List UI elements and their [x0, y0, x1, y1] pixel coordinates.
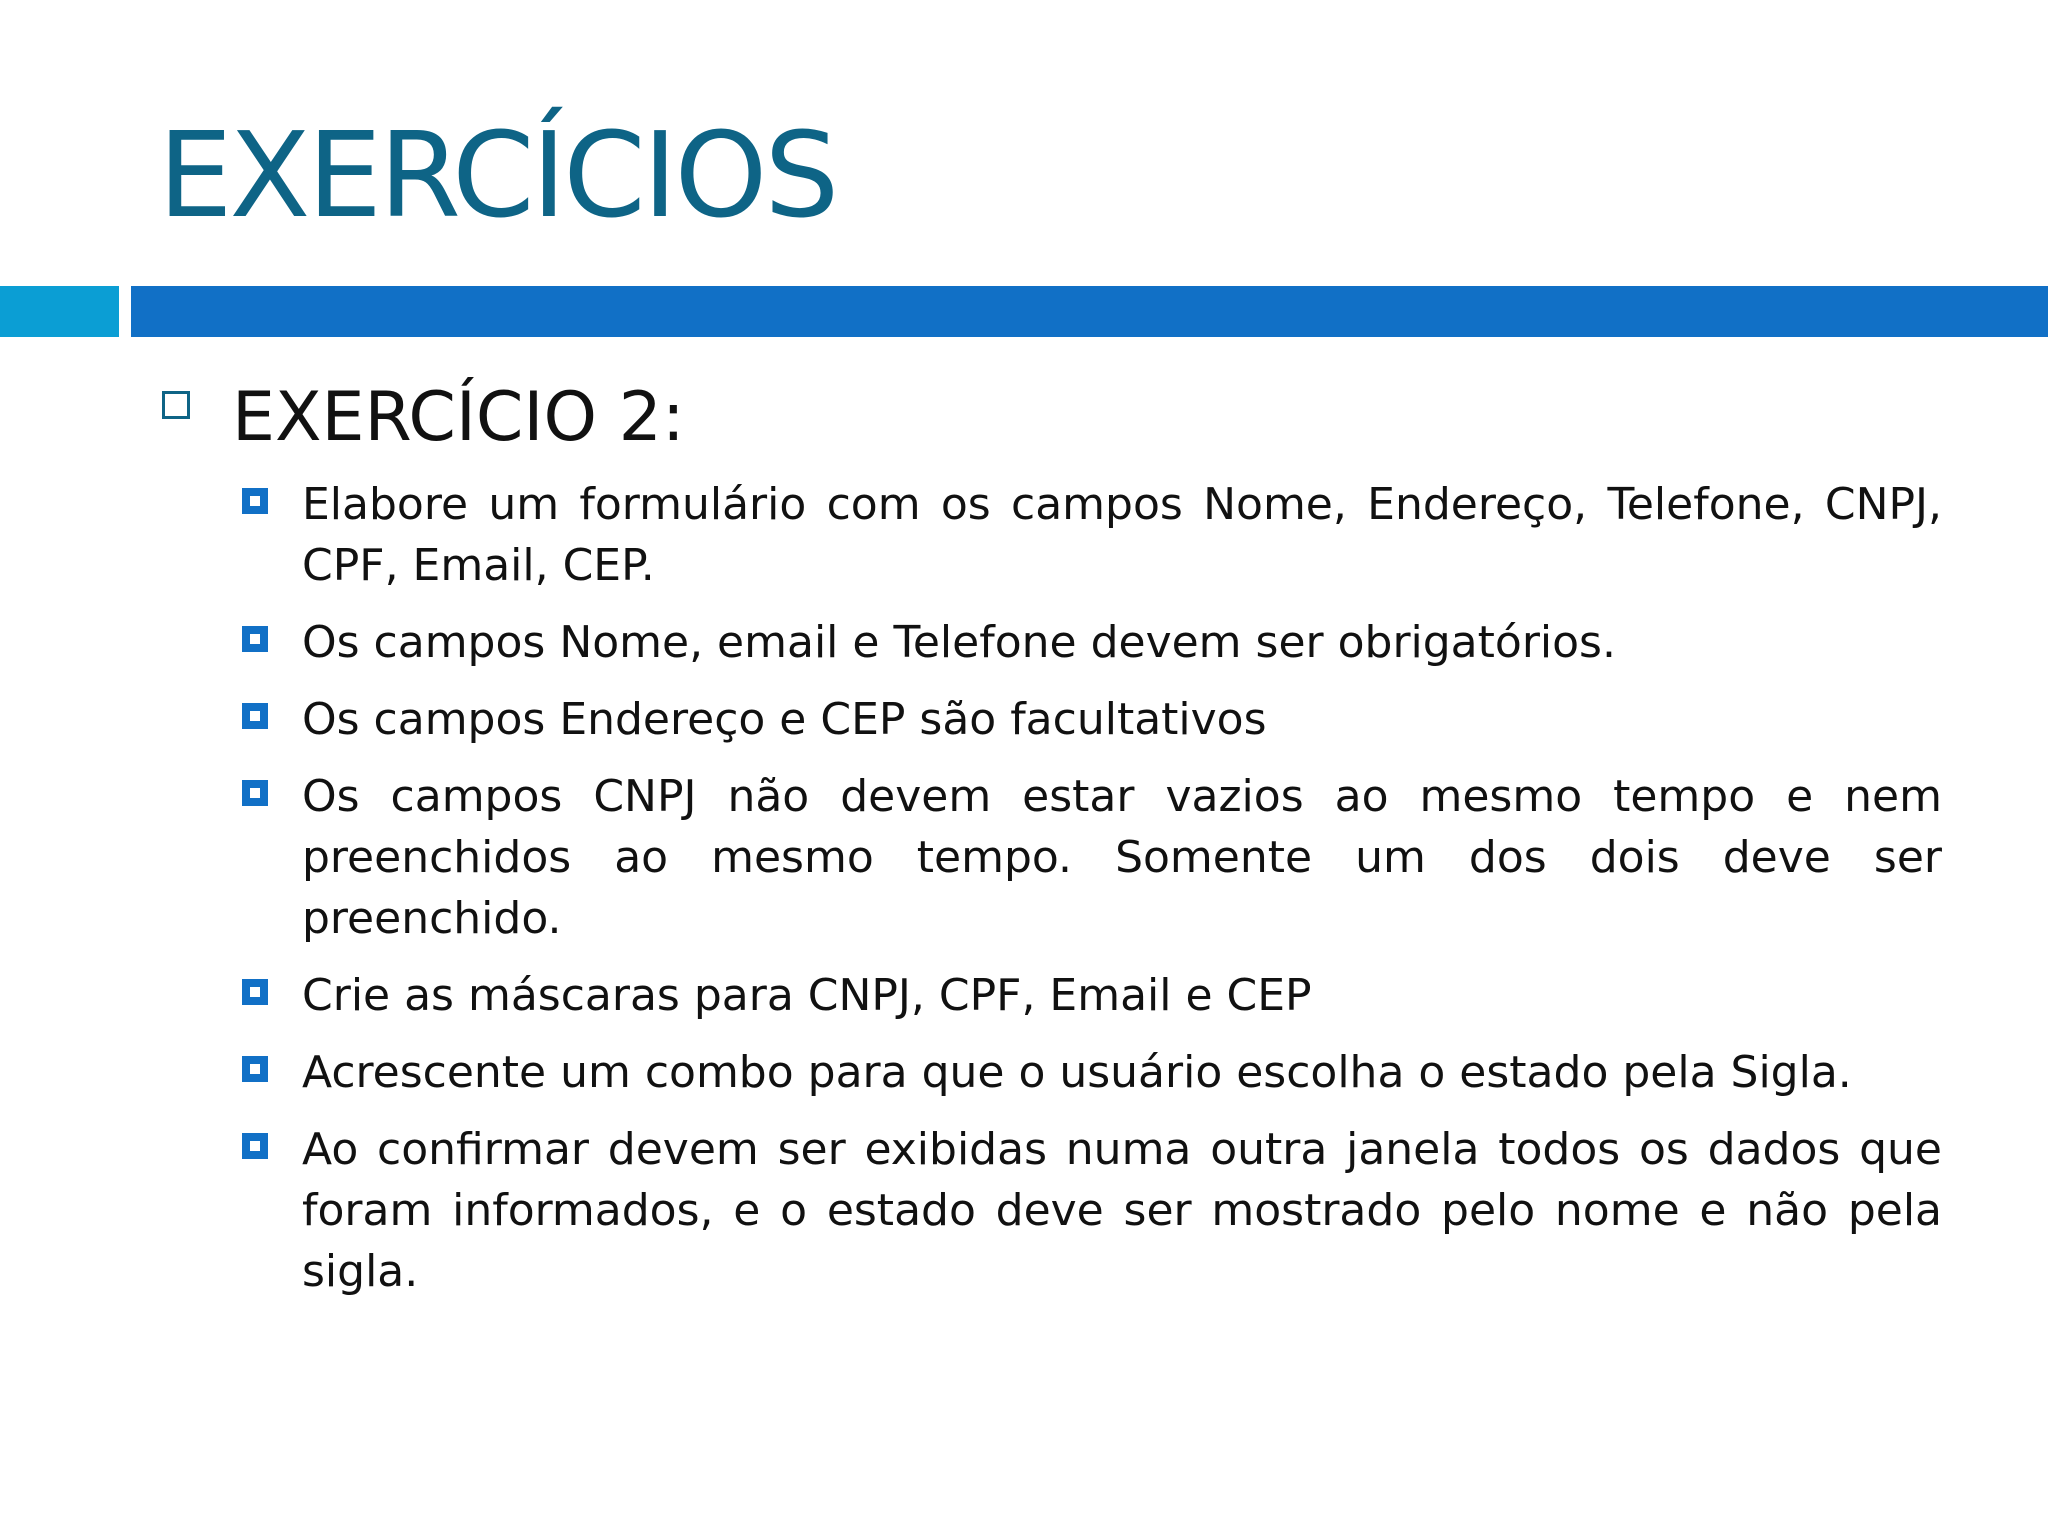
square-bullet-icon: [242, 1056, 268, 1082]
square-bullet-icon: [242, 780, 268, 806]
list-item-text: Os campos Nome, email e Telefone devem ser obrigatórios.: [302, 617, 1616, 668]
square-bullet-icon: [242, 626, 268, 652]
list-item: [242, 474, 1942, 596]
square-bullet-icon: [242, 703, 268, 729]
list-item-text: Crie as máscaras para CNPJ, CPF, Email e CEP: [302, 970, 1312, 1021]
list-item: [242, 965, 1942, 1026]
heading-bullet: [162, 370, 685, 466]
bullet-list: [242, 474, 1942, 1318]
list-item: [242, 612, 1942, 673]
slide-title: EXERCÍCIOS: [158, 106, 837, 244]
list-item-text: Ao confirmar devem ser exibidas numa outra janela todos os dados que foram informados, e o estado deve ser mostrado pelo nome e não pela sigla.: [302, 1124, 1942, 1297]
square-bullet-icon: [242, 979, 268, 1005]
square-bullet-icon: [242, 1133, 268, 1159]
title-band-accent: [0, 286, 119, 337]
square-bullet-icon: [242, 488, 268, 514]
list-item: [242, 1119, 1942, 1302]
list-item-text: Elabore um formulário com os campos Nome, Endereço, Telefone, CNPJ, CPF, Email, CEP.: [302, 479, 1942, 591]
list-item-text: Os campos CNPJ não devem estar vazios ao mesmo tempo e nem preenchidos ao mesmo tempo. Somente um dos dois deve ser preenchido.: [302, 771, 1942, 944]
list-item: [242, 689, 1942, 750]
list-item: [242, 1042, 1942, 1103]
exercise-heading: EXERCÍCIO 2:: [232, 378, 685, 457]
square-outline-icon: [162, 391, 190, 419]
list-item: [242, 766, 1942, 949]
list-item-text: Os campos Endereço e CEP são facultativos: [302, 694, 1267, 745]
title-band: [131, 286, 2048, 337]
list-item-text: Acrescente um combo para que o usuário escolha o estado pela Sigla.: [302, 1047, 1852, 1098]
